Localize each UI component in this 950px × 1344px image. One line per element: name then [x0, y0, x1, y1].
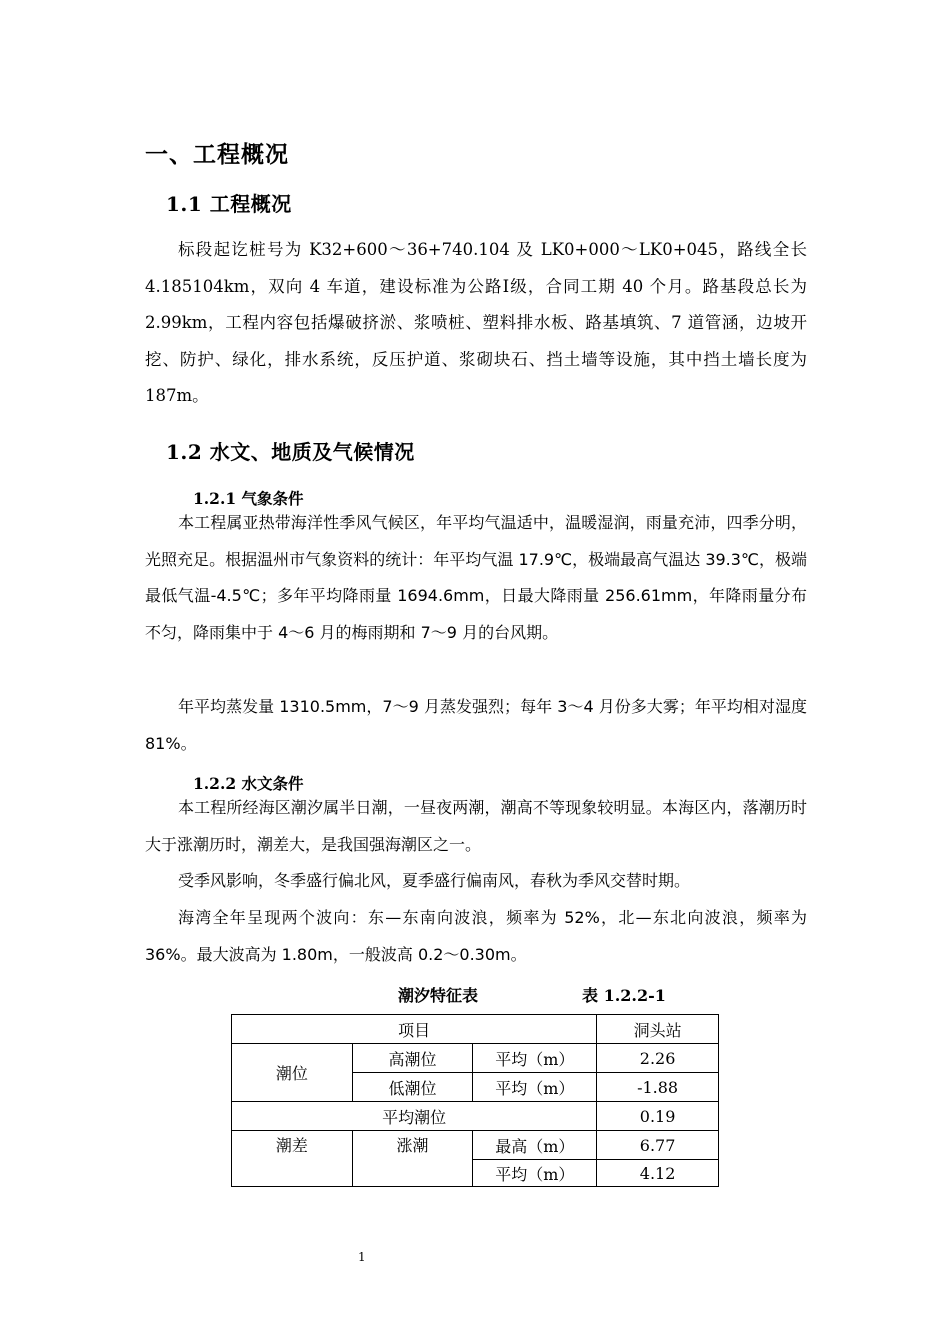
high-tide-avg-value: 2.26 [597, 1044, 719, 1073]
hydrology-paragraph-3: 海湾全年呈现两个波向：东—东南向波浪，频率为 52%，北—东北向波浪，频率为 36%。最大波高为 1.80m，一般波高 0.2～0.30m。 [145, 908, 807, 964]
hydrology-paragraph-1: 本工程所经海区潮汐属半日潮，一昼夜两潮，潮高不等现象较明显。本海区内，落潮历时大于涨潮历时，潮差大，是我国强海潮区之一。 [145, 798, 807, 854]
table-row [232, 1102, 719, 1131]
section-1-1-paragraph: 标段起讫桩号为 K32+600～36+740.104 及 LK0+000～LK0+045，路线全长 4.185104km，双向 4 车道，建设标准为公路Ⅰ级，合同工期 40 个月。路基段总长为 2.99km，工程内容包括爆破挤淤、浆喷桩、塑料排水板、路基填筑、7 道管涵，边坡开挖、防护、绿化，排水系统，反压护道、浆砌块石、挡土墙等设施，其中挡土墙长度为 187m。 [145, 240, 807, 405]
tide-level-cell: 潮位 [232, 1044, 353, 1102]
flood-tide-cell: 涨潮 [352, 1131, 473, 1187]
mean-tide-level-cell: 平均潮位 [232, 1102, 597, 1131]
high-tide-avg-label: 平均（m） [473, 1044, 597, 1073]
section-1-heading: 一、工程概况 [145, 141, 289, 168]
high-tide-cell: 高潮位 [352, 1044, 473, 1073]
section-1-2-1-heading: 1.2.1 气象条件 [193, 489, 304, 508]
section-1-1-heading: 1.1 工程概况 [166, 192, 292, 216]
table-caption-number: 表 1.2.2-1 [582, 986, 666, 1005]
table-row [232, 1131, 719, 1160]
tide-characteristics-table [231, 1014, 719, 1187]
mean-tide-level-value: 0.19 [597, 1102, 719, 1131]
table-caption-title: 潮汐特征表 [398, 986, 479, 1005]
section-1-2-2-heading: 1.2.2 水文条件 [193, 774, 304, 793]
section-1-2-heading: 1.2 水文、地质及气候情况 [166, 440, 415, 464]
flood-max-label: 最高（m） [473, 1131, 597, 1160]
tide-range-cell: 潮差 [232, 1131, 353, 1187]
low-tide-cell: 低潮位 [352, 1073, 473, 1102]
flood-max-value: 6.77 [597, 1131, 719, 1160]
flood-avg-label: 平均（m） [473, 1160, 597, 1187]
low-tide-avg-label: 平均（m） [473, 1073, 597, 1102]
page-number: 1 [358, 1250, 366, 1264]
header-station-cell: 洞头站 [597, 1015, 719, 1044]
low-tide-avg-value: -1.88 [597, 1073, 719, 1102]
climate-paragraph-2: 年平均蒸发量 1310.5mm，7～9 月蒸发强烈；每年 3～4 月份多大雾；年平均相对湿度 81%。 [145, 697, 807, 753]
header-item-cell: 项目 [232, 1015, 597, 1044]
climate-paragraph-1: 本工程属亚热带海洋性季风气候区，年平均气温适中，温暖湿润，雨量充沛，四季分明，光照充足。根据温州市气象资料的统计：年平均气温 17.9℃，极端最高气温达 39.3℃，极端最低气温-4.5℃；多年平均降雨量 1694.6mm，日最大降雨量 256.61mm，年降雨量分布不匀，降雨集中于 4～6 月的梅雨期和 7～9 月的台风期。 [145, 513, 807, 642]
table-row [232, 1044, 719, 1073]
flood-avg-value: 4.12 [597, 1160, 719, 1187]
hydrology-paragraph-2: 受季风影响，冬季盛行偏北风，夏季盛行偏南风，春秋为季风交替时期。 [178, 871, 691, 890]
table-row [232, 1015, 719, 1044]
